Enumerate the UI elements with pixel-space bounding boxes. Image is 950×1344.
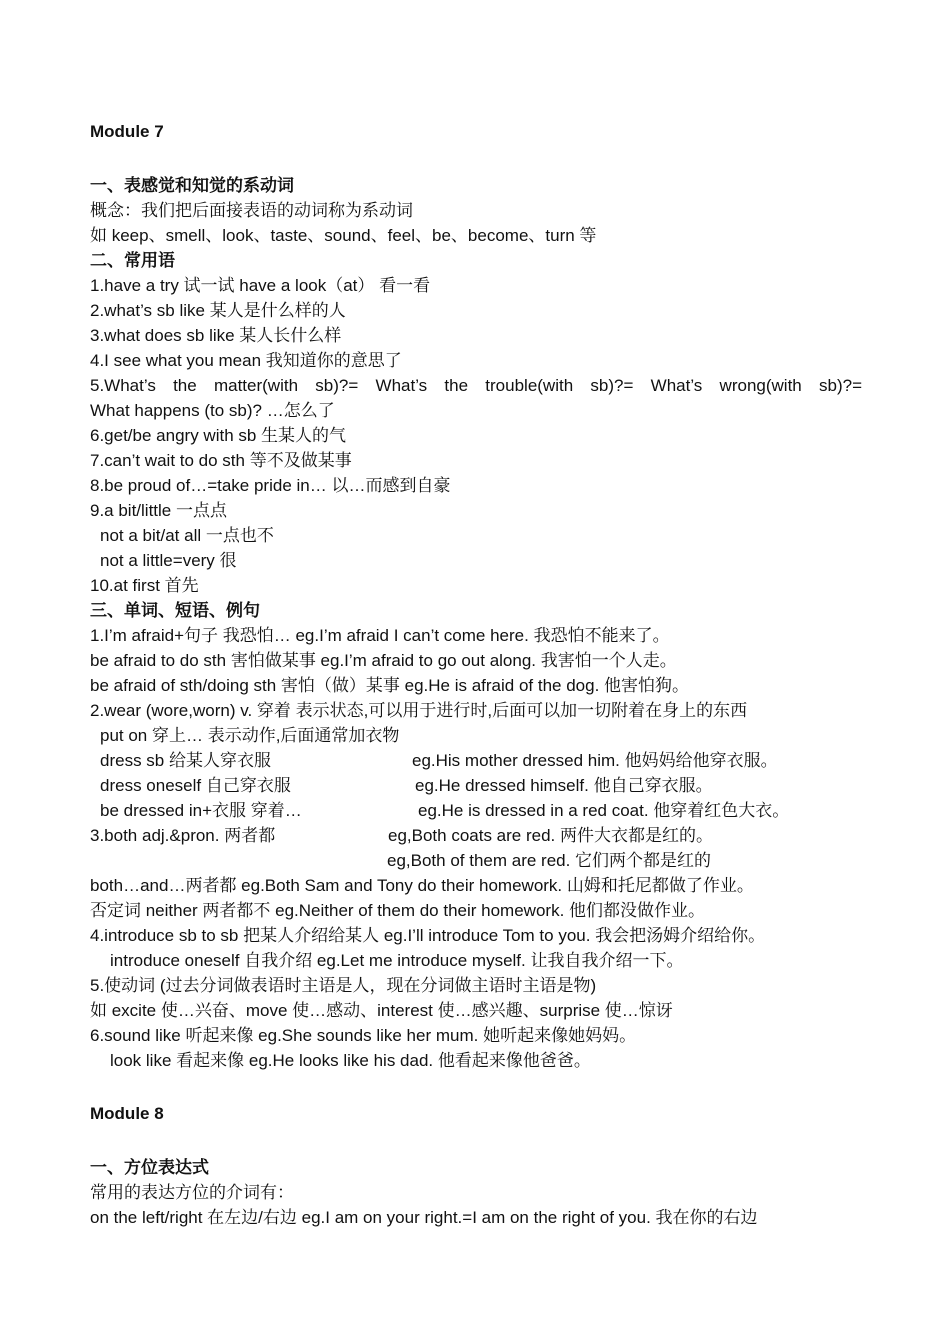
- text-line: look like 看起来像 eg.He looks like his dad. 他看起来像他爸爸。: [110, 1051, 591, 1070]
- text-line: 3.what does sb like 某人长什么样: [90, 326, 342, 345]
- module-8-title: Module 8: [90, 1104, 164, 1123]
- text-line: dress sb 给某人穿衣服: [100, 751, 271, 770]
- section-title: 一、方位表达式: [90, 1158, 209, 1177]
- text-line: not a bit/at all 一点也不: [100, 526, 274, 545]
- text-line: eg.His mother dressed him. 他妈妈给他穿衣服。: [412, 751, 778, 770]
- text-line: 3.both adj.&pron. 两者都: [90, 826, 276, 845]
- text-line: 常用的表达方位的介词有：: [90, 1183, 294, 1202]
- text-line: What happens (to sb)? …怎么了: [90, 401, 335, 420]
- text-line: be afraid to do sth 害怕做某事 eg.I’m afraid to go out along. 我害怕一个人走。: [90, 651, 677, 670]
- text-line: be afraid of sth/doing sth 害怕（做）某事 eg.He is afraid of the dog. 他害怕狗。: [90, 676, 690, 695]
- text-line: 否定词 neither 两者都不 eg.Neither of them do their homework. 他们都没做作业。: [90, 901, 706, 920]
- text-line: put on 穿上… 表示动作,后面通常加衣物: [100, 726, 400, 745]
- text-line: eg.He dressed himself. 他自己穿衣服。: [415, 776, 713, 795]
- text-line: 6.get/be angry with sb 生某人的气: [90, 426, 347, 445]
- text-line: 5.What’s the matter(with sb)?= What’s the trouble(with sb)?= What’s wrong(with sb)?=: [90, 376, 862, 395]
- text-line: 4.introduce sb to sb 把某人介绍给某人 eg.I’ll introduce Tom to you. 我会把汤姆介绍给你。: [90, 926, 766, 945]
- module-7-title: Module 7: [90, 122, 164, 141]
- text-line: 2.wear (wore,worn) v. 穿着 表示状态,可以用于进行时,后面可以加一切附着在身上的东西: [90, 701, 748, 720]
- text-line: both…and…两者都 eg.Both Sam and Tony do their homework. 山姆和托尼都做了作业。: [90, 876, 754, 895]
- text-line: 10.at first 首先: [90, 576, 199, 595]
- text-line: eg.He is dressed in a red coat. 他穿着红色大衣。: [418, 801, 790, 820]
- text-line: eg,Both coats are red. 两件大衣都是红的。: [388, 826, 713, 845]
- text-line: 2.what’s sb like 某人是什么样的人: [90, 301, 346, 320]
- text-line: 8.be proud of…=take pride in… 以…而感到自豪: [90, 476, 451, 495]
- text-line: 4.I see what you mean 我知道你的意思了: [90, 351, 402, 370]
- section-title: 一、表感觉和知觉的系动词: [90, 176, 294, 195]
- text-line: not a little=very 很: [100, 551, 237, 570]
- text-line: be dressed in+衣服 穿着…: [100, 801, 302, 820]
- section-title: 三、单词、短语、例句: [90, 601, 260, 620]
- text-line: 5.使动词 (过去分词做表语时主语是人，现在分词做主语时主语是物): [90, 976, 597, 995]
- text-line: 1.I’m afraid+句子 我恐怕… eg.I’m afraid I can’t come here. 我恐怕不能来了。: [90, 626, 670, 645]
- text-line: on the left/right 在左边/右边 eg.I am on your right.=I am on the right of you. 我在你的右边: [90, 1208, 758, 1227]
- text-line: eg,Both of them are red. 它们两个都是红的: [387, 851, 712, 870]
- text-line: 如 keep、smell、look、taste、sound、feel、be、become、turn 等: [90, 226, 597, 245]
- section-title: 二、常用语: [90, 251, 175, 270]
- text-line: dress oneself 自己穿衣服: [100, 776, 291, 795]
- text-line: 6.sound like 听起来像 eg.She sounds like her mum. 她听起来像她妈妈。: [90, 1026, 637, 1045]
- text-line: 如 excite 使…兴奋、move 使…感动、interest 使…感兴趣、surprise 使…惊讶: [90, 1001, 673, 1020]
- text-line: 概念：我们把后面接表语的动词称为系动词: [90, 201, 413, 220]
- text-line: 1.have a try 试一试 have a look（at） 看一看: [90, 276, 431, 295]
- text-line: 7.can’t wait to do sth 等不及做某事: [90, 451, 352, 470]
- text-line: introduce oneself 自我介绍 eg.Let me introduce myself. 让我自我介绍一下。: [110, 951, 684, 970]
- text-line: 9.a bit/little 一点点: [90, 501, 227, 520]
